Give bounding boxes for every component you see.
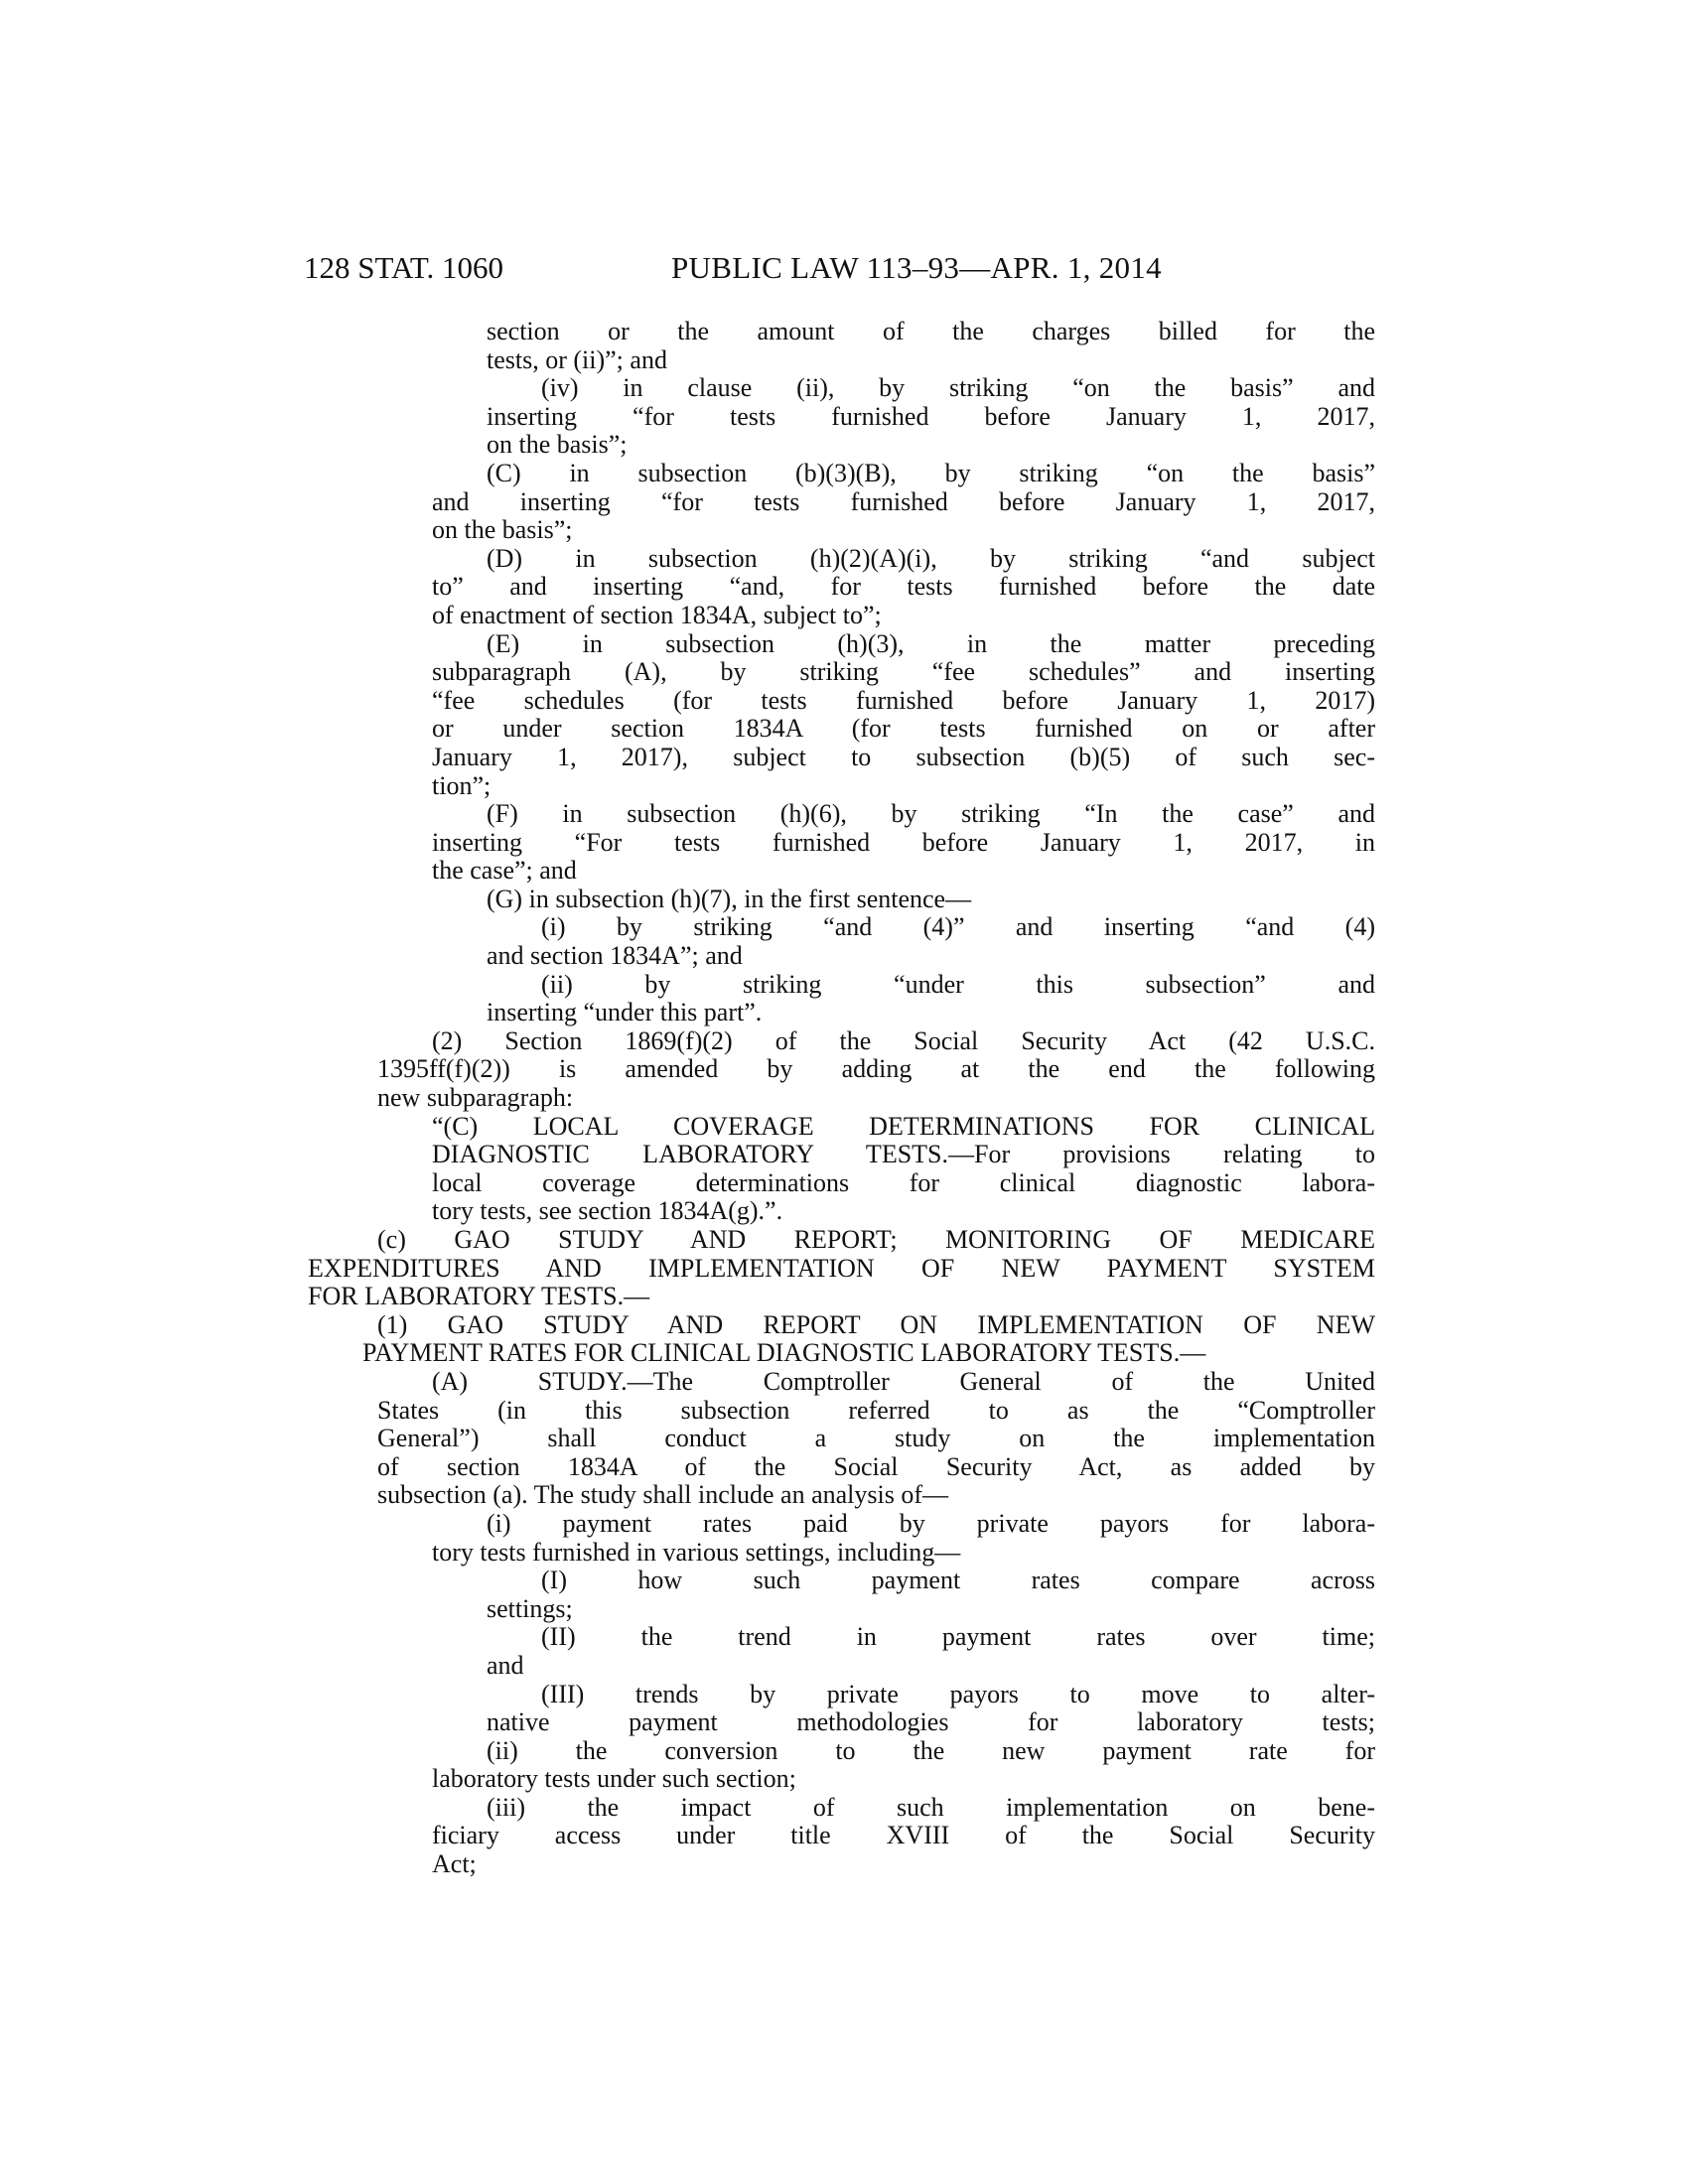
text-line: (A) STUDY.—The Comptroller General of the United — [432, 1366, 1375, 1396]
text-line: EXPENDITURES AND IMPLEMENTATION OF NEW PAYMENT SYSTEM — [308, 1253, 1375, 1283]
text-line: tests, or (ii)”; and — [487, 344, 667, 374]
text-line: Act; — [432, 1849, 477, 1879]
text-line: (E) in subsection (h)(3), in the matter preceding — [487, 628, 1375, 658]
text-line: January 1, 2017), subject to subsection (b)(5) of such sec- — [432, 742, 1375, 771]
text-line: on the basis”; — [487, 430, 628, 460]
text-line: inserting “for tests furnished before January 1, 2017, — [487, 401, 1375, 431]
text-line: (1) GAO STUDY AND REPORT ON IMPLEMENTATION OF NEW — [377, 1309, 1375, 1339]
text-line: General”) shall conduct a study on the implementation — [377, 1424, 1375, 1453]
text-line: (I) how such payment rates compare across — [541, 1566, 1375, 1595]
text-line: and section 1834A”; and — [487, 941, 743, 971]
text-line: (2) Section 1869(f)(2) of the Social Security Act (42 U.S.C. — [432, 1025, 1375, 1055]
text-line: local coverage determinations for clinical diagnostic labora- — [432, 1167, 1375, 1197]
text-line: subsection (a). The study shall include an analysis of— — [377, 1480, 949, 1510]
text-line: tory tests, see section 1834A(g).”. — [432, 1196, 783, 1226]
text-line: 1395ff(f)(2)) is amended by adding at the end the following — [377, 1054, 1375, 1084]
text-line: (ii) by striking “under this subsection” and — [541, 969, 1375, 999]
text-line: FOR LABORATORY TESTS.— — [308, 1282, 650, 1311]
text-line: of enactment of section 1834A, subject to”; — [432, 600, 882, 629]
text-line: native payment methodologies for laboratory tests; — [487, 1707, 1375, 1737]
text-line: tion”; — [432, 770, 492, 800]
text-line: and — [487, 1650, 524, 1680]
text-line: the case”; and — [432, 856, 577, 886]
page-header — [304, 248, 1376, 288]
text-line: “(C) LOCAL COVERAGE DETERMINATIONS FOR CLINICAL — [432, 1111, 1375, 1141]
text-line: laboratory tests under such section; — [432, 1764, 796, 1794]
text-line: PAYMENT RATES FOR CLINICAL DIAGNOSTIC LABORATORY TESTS.— — [362, 1338, 1206, 1368]
text-line: or under section 1834A (for tests furnished on or after — [432, 714, 1375, 744]
text-line: (ii) the conversion to the new payment rate for — [487, 1735, 1375, 1765]
text-line: ficiary access under title XVIII of the Social Security — [432, 1821, 1375, 1850]
text-line: tory tests furnished in various settings, including— — [432, 1537, 961, 1567]
text-line: “fee schedules (for tests furnished before January 1, 2017) — [432, 685, 1375, 715]
text-line: (III) trends by private payors to move to alter- — [541, 1679, 1375, 1708]
text-line: new subparagraph: — [377, 1083, 574, 1113]
statute-citation: 128 STAT. 1060 — [304, 250, 504, 285]
document-body — [308, 317, 1375, 1879]
text-line: (iv) in clause (ii), by striking “on the basis” and — [541, 373, 1375, 403]
text-line: on the basis”; — [432, 515, 573, 545]
text-line: section or the amount of the charges billed for the — [487, 317, 1375, 345]
text-line: settings; — [487, 1593, 573, 1623]
text-line: (D) in subsection (h)(2)(A)(i), by striking “and subject — [487, 543, 1375, 573]
text-line: subparagraph (A), by striking “fee schedules” and inserting — [432, 657, 1375, 687]
text-line: (F) in subsection (h)(6), by striking “In the case” and — [487, 799, 1375, 829]
text-line: DIAGNOSTIC LABORATORY TESTS.—For provisions relating to — [432, 1140, 1375, 1169]
text-line: (C) in subsection (b)(3)(B), by striking “on the basis” — [487, 458, 1375, 487]
text-line: (G) in subsection (h)(7), in the first sentence— — [487, 884, 972, 913]
text-line: States (in this subsection referred to as the “Comptroller — [377, 1395, 1375, 1425]
text-line: (i) by striking “and (4)” and inserting “and (4) — [541, 912, 1375, 942]
text-line: (i) payment rates paid by private payors for labora- — [487, 1508, 1375, 1538]
text-line: (c) GAO STUDY AND REPORT; MONITORING OF MEDICARE — [377, 1225, 1375, 1254]
text-line: inserting “For tests furnished before January 1, 2017, in — [432, 827, 1375, 857]
text-line: (iii) the impact of such implementation on bene- — [487, 1792, 1375, 1822]
text-line: and inserting “for tests furnished before January 1, 2017, — [432, 486, 1375, 516]
page-title: PUBLIC LAW 113–93—APR. 1, 2014 — [671, 250, 1162, 285]
text-line: inserting “under this part”. — [487, 998, 763, 1027]
text-line: of section 1834A of the Social Security Act, as added by — [377, 1451, 1375, 1481]
text-line: to” and inserting “and, for tests furnished before the date — [432, 572, 1375, 602]
text-line: (II) the trend in payment rates over time; — [541, 1622, 1375, 1652]
